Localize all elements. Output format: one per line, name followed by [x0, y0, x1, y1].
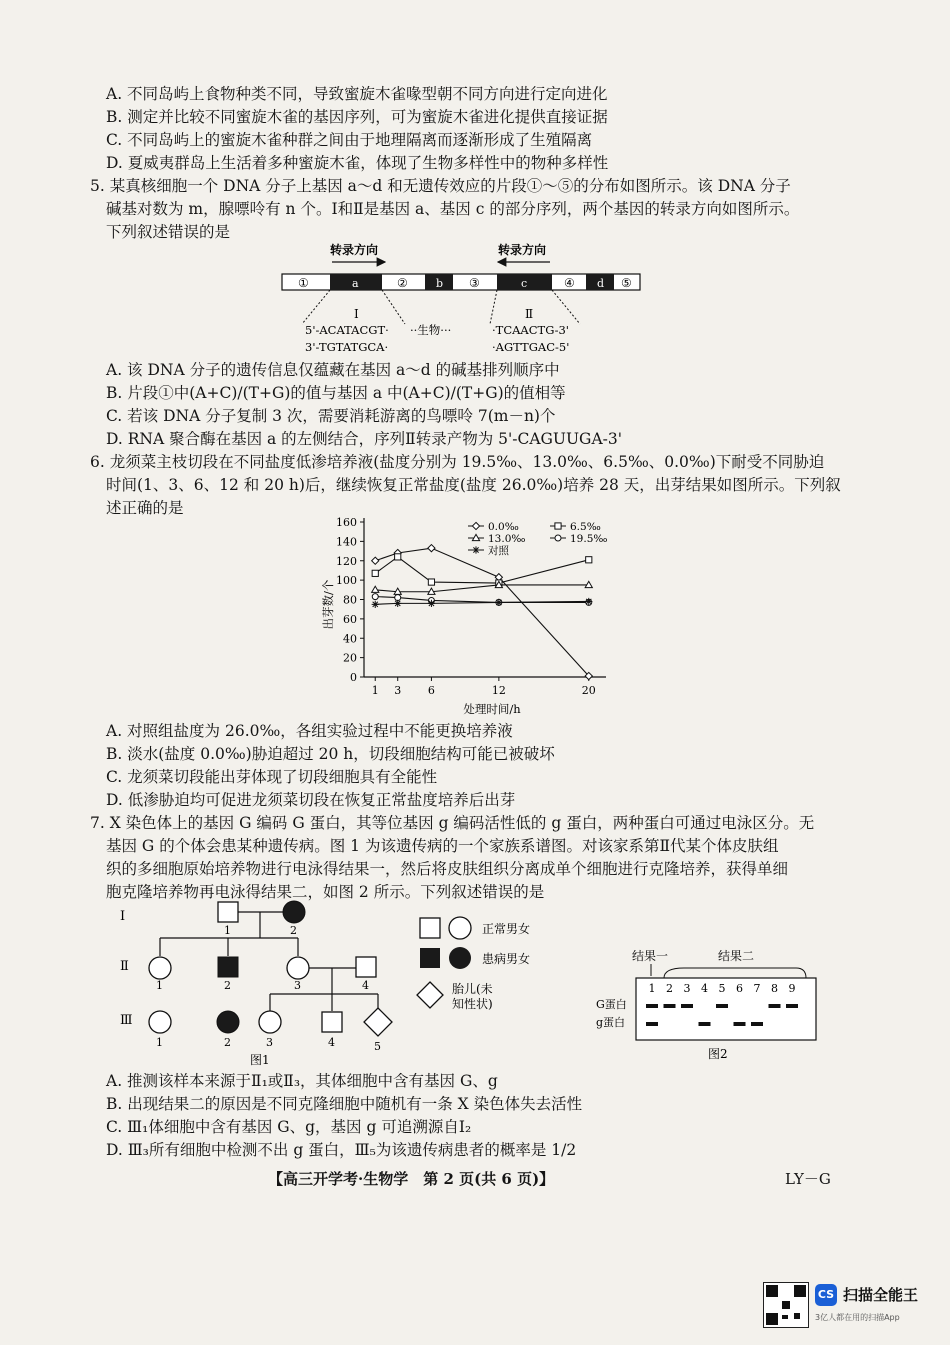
- legend-fetus-icon: [417, 982, 443, 1008]
- pedigree-figure: [110, 898, 580, 1068]
- legend-label-3: 19.5‰: [570, 533, 608, 545]
- result1-label: 结果一: [632, 949, 669, 963]
- legend-normal: 正常男女: [482, 922, 531, 936]
- III3-normal-female: [259, 1011, 281, 1033]
- q5-option-a: A. 该 DNA 分子的遗传信息仅蕴藏在基因 a～d 的碱基排列顺序中: [106, 361, 560, 379]
- segment-4: ④: [564, 276, 575, 290]
- q6-stem-line-3: 述正确的是: [106, 499, 184, 517]
- y-tick-label: 120: [336, 554, 357, 568]
- series-point-4-3: [495, 599, 502, 606]
- x-tick-label: 12: [491, 684, 506, 697]
- generation-II: Ⅱ: [120, 959, 129, 974]
- y-tick-label: 60: [343, 612, 357, 626]
- x-axis-label: 处理时间/h: [463, 702, 521, 716]
- svg-text:3: 3: [266, 1036, 273, 1049]
- lane-number: 3: [683, 982, 691, 995]
- generation-III: Ⅲ: [120, 1013, 133, 1028]
- seq-mid: ··生物···: [410, 323, 452, 337]
- band-G-lane-1: [646, 1004, 658, 1008]
- gene-b-label: b: [436, 277, 444, 290]
- q5-option-c: C. 若该 DNA 分子复制 3 次，需要消耗游离的鸟嘌呤 7(m－n)个: [106, 407, 556, 425]
- series-line-0: [375, 548, 589, 676]
- y-tick-label: 0: [350, 671, 357, 684]
- band-G-lane-2: [664, 1004, 676, 1008]
- q7-option-b: B. 出现结果二的原因是不同克隆细胞中随机有一条 X 染色体失去活性: [106, 1095, 583, 1113]
- scanner-app-name: 扫描全能王: [843, 1286, 919, 1304]
- svg-text:4: 4: [362, 979, 369, 992]
- lane-number: 4: [701, 982, 708, 995]
- q7-option-d: D. Ⅲ₃所有细胞中检测不出 g 蛋白，Ⅲ₅为该遗传病患者的概率是 1/2: [106, 1141, 577, 1159]
- seq-II-bottom: ·AGTTGAC-5': [492, 340, 570, 354]
- seq-II-top: ·TCAACTG-3': [492, 323, 569, 337]
- q7-stem-line-2: 基因 G 的个体会患某种遗传病。图 1 为该遗传病的一个家族系谱图。对该家系第Ⅱ代某个体皮肤组: [106, 837, 779, 855]
- x-tick-label: 1: [371, 684, 379, 697]
- legend-affected-female-icon: [449, 947, 471, 969]
- y-tick-label: 20: [343, 651, 357, 665]
- svg-text:1: 1: [156, 1036, 163, 1049]
- x-tick-label: 20: [581, 684, 596, 697]
- series-point-4-4: [585, 598, 592, 605]
- svg-text:4: 4: [328, 1036, 335, 1049]
- q4-option-b: B. 测定并比较不同蜜旋木雀的基因序列，可为蜜旋木雀进化提供直接证据: [106, 108, 608, 126]
- band-G-lane-8: [769, 1004, 781, 1008]
- q6-option-d: D. 低渗胁迫均可促进龙须菜切段在恢复正常盐度培养后出芽: [106, 791, 516, 809]
- lane-number: 9: [788, 982, 796, 995]
- legend-marker-4: [472, 546, 479, 553]
- series-point-4-0: [372, 601, 379, 608]
- q7-option-c: C. Ⅲ₁体细胞中含有基因 G、g，基因 g 可追溯源自Ⅰ₂: [106, 1118, 472, 1136]
- legend-normal-female-icon: [449, 917, 471, 939]
- q4-option-a: A. 不同岛屿上食物种类不同，导致蜜旋木雀喙型朝不同方向进行定向进化: [106, 85, 608, 103]
- legend-label-1: 6.5‰: [570, 521, 601, 533]
- svg-text:2: 2: [290, 924, 297, 937]
- marker-I: Ⅰ: [354, 307, 359, 321]
- svg-text:2: 2: [224, 1036, 231, 1049]
- gene-d-label: d: [597, 277, 605, 290]
- scanner-app-subtitle: 3亿人都在用的扫描App: [815, 1313, 900, 1322]
- legend-fetus-line1: 胎儿(未: [452, 982, 493, 996]
- series-point-1-0: [372, 570, 378, 576]
- q7-option-a: A. 推测该样本来源于Ⅱ₁或Ⅱ₃，其体细胞中含有基因 G、g: [106, 1072, 498, 1090]
- legend-affected-male-icon: [420, 948, 440, 968]
- series-point-3-0: [372, 594, 378, 600]
- legend-marker-0: [472, 522, 479, 529]
- lane-number: 8: [771, 982, 778, 995]
- series-point-2-0: [372, 586, 379, 592]
- y-axis-label: 出芽数/个: [321, 579, 335, 630]
- segment-2: ②: [397, 276, 408, 290]
- result2-label: 结果二: [718, 949, 755, 963]
- y-tick-label: 80: [343, 593, 357, 607]
- band-g-label: g蛋白: [596, 1016, 626, 1029]
- seq-I-bottom: 3'-TGTATGCA·: [305, 340, 389, 354]
- q5-stem-line-1: 5. 某真核细胞一个 DNA 分子上基因 a～d 和无遗传效应的片段①～⑤的分布如图所示。该 DNA 分子: [90, 177, 791, 195]
- page-footer: 【高三开学考·生物学 第 2 页(共 6 页)】: [268, 1170, 555, 1188]
- legend-marker-3: [555, 535, 561, 541]
- direction-label-a: 转录方向: [330, 243, 379, 257]
- q4-option-d: D. 夏威夷群岛上生活着多种蜜旋木雀，体现了生物多样性中的物种多样性: [106, 154, 609, 172]
- q6-stem-line-1: 6. 龙须菜主枝切段在不同盐度低渗培养液(盐度分别为 19.5‰、13.0‰、6.5‰、0.0‰)下耐受不同胁迫: [90, 453, 825, 471]
- dna-figure: [270, 238, 650, 358]
- lane-number: 5: [718, 982, 726, 995]
- segment-5: ⑤: [621, 276, 632, 290]
- legend-normal-male-icon: [420, 918, 440, 938]
- y-tick-label: 40: [343, 632, 357, 646]
- q5-stem-line-2: 碱基对数为 m，腺嘌呤有 n 个。Ⅰ和Ⅱ是基因 a、基因 c 的部分序列，两个基因的转录方向如图所示。: [106, 200, 800, 218]
- band-G-lane-5: [716, 1004, 728, 1008]
- svg-text:3: 3: [294, 979, 301, 992]
- lane-number: 1: [648, 982, 656, 995]
- q5-option-b: B. 片段①中(A+C)/(T+G)的值与基因 a 中(A+C)/(T+G)的值相等: [106, 384, 566, 402]
- I2-affected-female: [283, 901, 305, 923]
- series-point-3-1: [395, 595, 401, 601]
- II2-affected-male: [218, 957, 238, 977]
- generation-I: Ⅰ: [120, 909, 126, 924]
- fig2-caption: 图2: [708, 1047, 728, 1061]
- III2-affected-female: [217, 1011, 239, 1033]
- svg-text:2: 2: [224, 979, 231, 992]
- lane-number: 6: [736, 982, 743, 995]
- lane-number: 7: [753, 982, 761, 995]
- cs-logo-icon: CS: [815, 1284, 837, 1306]
- III5-fetus: [364, 1008, 392, 1036]
- seq-I-top: 5'-ACATACGT·: [305, 323, 389, 337]
- legend-marker-1: [555, 523, 561, 529]
- band-G-lane-9: [786, 1004, 798, 1008]
- segment-1: ①: [298, 276, 309, 290]
- q7-stem-line-1: 7. X 染色体上的基因 G 编码 G 蛋白，其等位基因 g 编码活性低的 g 蛋白，两种蛋白可通过电泳区分。无: [90, 814, 815, 832]
- band-g-lane-6: [734, 1022, 746, 1026]
- series-point-4-1: [394, 600, 401, 607]
- legend-fetus-line2: 知性状): [452, 997, 493, 1011]
- scanner-watermark: [763, 1282, 943, 1332]
- q6-option-a: A. 对照组盐度为 26.0‰，各组实验过程中不能更换培养液: [106, 722, 513, 740]
- legend-label-0: 0.0‰: [488, 521, 519, 533]
- q6-stem-line-2: 时间(1、3、6、12 和 20 h)后，继续恢复正常盐度(盐度 26.0‰)培养 28 天，出芽结果如图所示。下列叙: [106, 476, 841, 494]
- x-tick-label: 3: [394, 684, 402, 697]
- II4-normal-male: [356, 957, 376, 977]
- sprouting-line-chart: [318, 512, 618, 717]
- series-line-2: [375, 585, 589, 592]
- III1-normal-female: [149, 1011, 171, 1033]
- gene-c-label: c: [521, 277, 528, 290]
- y-tick-label: 140: [336, 535, 357, 549]
- y-tick-label: 160: [336, 516, 357, 529]
- series-point-0-0: [372, 557, 379, 564]
- q5-stem-line-3: 下列叙述错误的是: [106, 223, 231, 241]
- q4-option-c: C. 不同岛屿上的蜜旋木雀种群之间由于地理隔离而逐渐形成了生殖隔离: [106, 131, 593, 149]
- q7-stem-line-3: 织的多细胞原始培养物进行电泳得结果一，然后将皮肤组织分离成单个细胞进行克隆培养，获得单细: [106, 860, 789, 878]
- legend-label-4: 对照: [488, 545, 509, 557]
- x-tick-label: 6: [427, 684, 435, 697]
- series-point-4-2: [428, 600, 435, 607]
- fig1-caption: 图1: [250, 1053, 270, 1067]
- legend-label-2: 13.0‰: [488, 533, 526, 545]
- III4-normal-male: [322, 1012, 342, 1032]
- series-point-1-2: [428, 579, 434, 585]
- I1-normal-male: [218, 902, 238, 922]
- q7-stem-line-4: 胞克隆培养物再电泳得结果二，如图 2 所示。下列叙述错误的是: [106, 883, 545, 901]
- direction-label-c: 转录方向: [498, 243, 547, 257]
- svg-text:1: 1: [156, 979, 163, 992]
- series-point-1-1: [395, 554, 401, 560]
- series-point-0-2: [428, 545, 435, 552]
- band-g-lane-1: [646, 1022, 658, 1026]
- svg-text:1: 1: [224, 924, 231, 937]
- q6-option-c: C. 龙须菜切段能出芽体现了切段细胞具有全能性: [106, 768, 438, 786]
- band-g-lane-4: [699, 1022, 711, 1026]
- marker-II: Ⅱ: [525, 307, 534, 321]
- band-G-lane-3: [681, 1004, 693, 1008]
- paper-code: LY－G: [785, 1170, 831, 1188]
- II3-normal-female: [287, 957, 309, 979]
- segment-3: ③: [469, 276, 480, 290]
- series-point-1-4: [586, 557, 592, 563]
- electrophoresis-figure: [596, 946, 826, 1066]
- lane-number: 2: [666, 982, 673, 995]
- band-G-label: G蛋白: [596, 998, 627, 1011]
- band-g-lane-7: [751, 1022, 763, 1026]
- q5-option-d: D. RNA 聚合酶在基因 a 的左侧结合，序列Ⅱ转录产物为 5'-CAGUUGA-3': [106, 430, 622, 448]
- svg-text:5: 5: [374, 1040, 381, 1053]
- legend-affected: 患病男女: [482, 952, 531, 966]
- II1-normal-female: [149, 957, 171, 979]
- qr-code-icon: [763, 1282, 809, 1328]
- y-tick-label: 100: [336, 574, 357, 588]
- gene-a-label: a: [352, 277, 359, 290]
- q6-option-b: B. 淡水(盐度 0.0‰)胁迫超过 20 h，切段细胞结构可能已被破坏: [106, 745, 555, 763]
